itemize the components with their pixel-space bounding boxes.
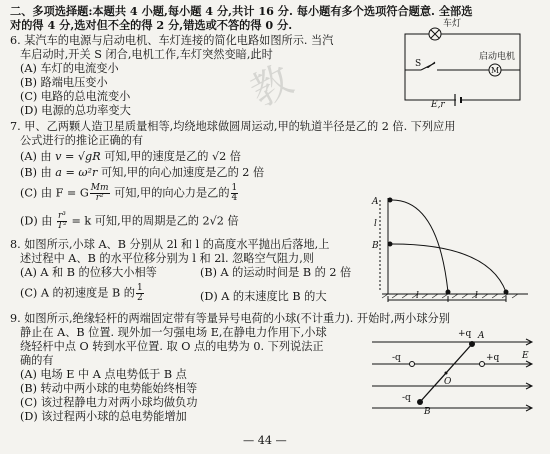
q6-option-b[interactable]: (B) 路端电压变小	[20, 76, 108, 89]
q7-c-fden: 4	[231, 193, 238, 203]
q7-option-d-post: = k 可知,甲的周期是乙的 2√2 倍	[67, 214, 239, 228]
q6-motor-symbol: M	[491, 66, 500, 75]
q7-option-c-fraction	[90, 184, 110, 203]
q7-option-a[interactable]	[20, 150, 241, 164]
q7-d-den: T²	[57, 221, 67, 231]
q9-rod-field-diagram	[362, 328, 542, 418]
q6-source-label: E,r	[431, 100, 445, 110]
q7-c-den: r²	[95, 193, 104, 203]
q8-label-l-bottom2: l	[475, 291, 478, 301]
q8-option-c-fraction	[136, 284, 144, 303]
q8-c-num: 1	[136, 283, 143, 293]
q7-option-d-pre: (D) 由	[20, 214, 56, 228]
q7-option-b-pre: (B) 由	[20, 166, 56, 179]
q7-option-c-post: 可知,甲的向心力是乙的	[110, 186, 230, 200]
q6-lamp-label: 车灯	[443, 19, 462, 29]
q9-label-minusq-left: -q	[392, 353, 401, 363]
q7-option-a-formula: v = √gR	[55, 150, 101, 163]
q7-option-b-formula: a = ω²r	[55, 166, 98, 179]
q8-label-a: A	[372, 197, 379, 207]
section-heading-line1: 二、多项选择题:本题共 4 小题,每小题 4 分,共计 16 分. 每小题有多个选项符合题意. 全部选	[10, 4, 473, 18]
q7-option-d[interactable]	[20, 212, 239, 231]
q9-option-a[interactable]: (A) 电场 E 中 A 点电势低于 B 点	[20, 368, 187, 381]
q8-option-c-pre: (C) A 的初速度是 B 的	[20, 286, 135, 300]
q7-option-c-ratio	[231, 184, 239, 203]
q9-option-b[interactable]: (B) 转动中两小球的电势能始终相等	[20, 382, 198, 395]
q6-stem-line2: 车启动时,开关 S 闭合,电机工作,车灯突然变暗,此时	[20, 48, 273, 61]
q7-stem-line2: 公式进行的推论正确的有	[20, 134, 144, 147]
q6-option-a[interactable]: (A) 车灯的电流变小	[20, 62, 119, 75]
q9-label-a: A	[478, 331, 485, 341]
q9-label-o: O	[444, 377, 452, 387]
q7-c-num: Mm	[90, 183, 109, 193]
q9-label-plusq-right: +q	[486, 353, 500, 363]
q8-option-c[interactable]	[20, 284, 145, 303]
q8-label-l-vertical: l	[374, 219, 377, 229]
q6-option-d[interactable]: (D) 电源的总功率变大	[20, 104, 131, 117]
q7-option-b-post: 可知,甲的向心加速度是乙的 2 倍	[97, 166, 265, 179]
q6-stem-line1: 6. 某汽车的电源与启动电机、车灯连接的简化电路如图所示. 当汽	[10, 34, 334, 47]
q7-option-c-pre: (C) 由 F = G	[20, 186, 89, 200]
q8-option-b[interactable]: (B) A 的运动时间是 B 的 2 倍	[200, 266, 352, 279]
q9-label-plusq: +q	[458, 329, 472, 339]
q9-stem-line4: 确的有	[20, 354, 54, 367]
section-heading-line2: 对的得 4 分,选对但不全的得 2 分,错选或不答的得 0 分.	[10, 18, 293, 32]
q9-label-b: B	[424, 407, 431, 417]
q7-option-a-pre: (A) 由	[20, 150, 56, 163]
q8-option-a[interactable]: (A) A 和 B 的位移大小相等	[20, 266, 157, 279]
q8-stem-line1: 8. 如图所示,小球 A、B 分别从 2l 和 l 的高度水平抛出后落地,上	[10, 238, 330, 251]
q6-switch-label: S	[415, 59, 422, 69]
q8-option-d[interactable]: (D) A 的末速度比 B 的大	[200, 290, 327, 303]
q7-stem-line1: 7. 甲、乙两颗人造卫星质量相等,均绕地球做圆周运动,甲的轨道半径是乙的 2 倍. 下列应用	[10, 120, 456, 133]
q9-option-c[interactable]: (C) 该过程静电力对两小球均做负功	[20, 396, 198, 409]
q9-stem-line2: 静止在 A、B 位置. 现外加一匀强电场 E,在静电力作用下,小球	[20, 326, 327, 339]
q8-c-den: 2	[136, 293, 143, 303]
q8-label-l-bottom1: l	[416, 291, 419, 301]
q7-d-num: r³	[58, 211, 66, 221]
q9-stem-line1: 9. 如图所示,绝缘轻杆的两端固定带有等量异号电荷的小球(不计重力). 开始时,两小球分别	[10, 312, 450, 325]
q6-motor-label: 启动电机	[479, 52, 516, 62]
q9-label-minusq-bottom: -q	[402, 393, 411, 403]
q7-c-fnum: 1	[231, 183, 238, 193]
page-number: — 44 —	[243, 434, 287, 447]
q7-option-c[interactable]	[20, 184, 239, 203]
q9-label-e: E	[522, 351, 529, 361]
q8-stem-line2: 述过程中 A、B 的水平位移分别为 l 和 2l. 忽略空气阻力,则	[20, 252, 314, 265]
q7-option-d-fraction	[57, 212, 67, 231]
q9-option-d[interactable]: (D) 该过程两小球的总电势能增加	[20, 410, 187, 423]
q6-circuit-diagram	[395, 14, 545, 109]
q8-label-b: B	[372, 241, 379, 251]
q6-option-c[interactable]: (C) 电路的总电流变小	[20, 90, 131, 103]
q8-projectile-diagram	[372, 192, 538, 302]
watermark: 教	[243, 56, 301, 117]
q9-stem-line3: 绕轻杆中点 O 转到水平位置. 取 O 点的电势为 0. 下列说法正	[20, 340, 324, 353]
q7-option-b[interactable]	[20, 166, 264, 180]
q7-option-a-post: 可知,甲的速度是乙的 √2 倍	[100, 150, 241, 163]
